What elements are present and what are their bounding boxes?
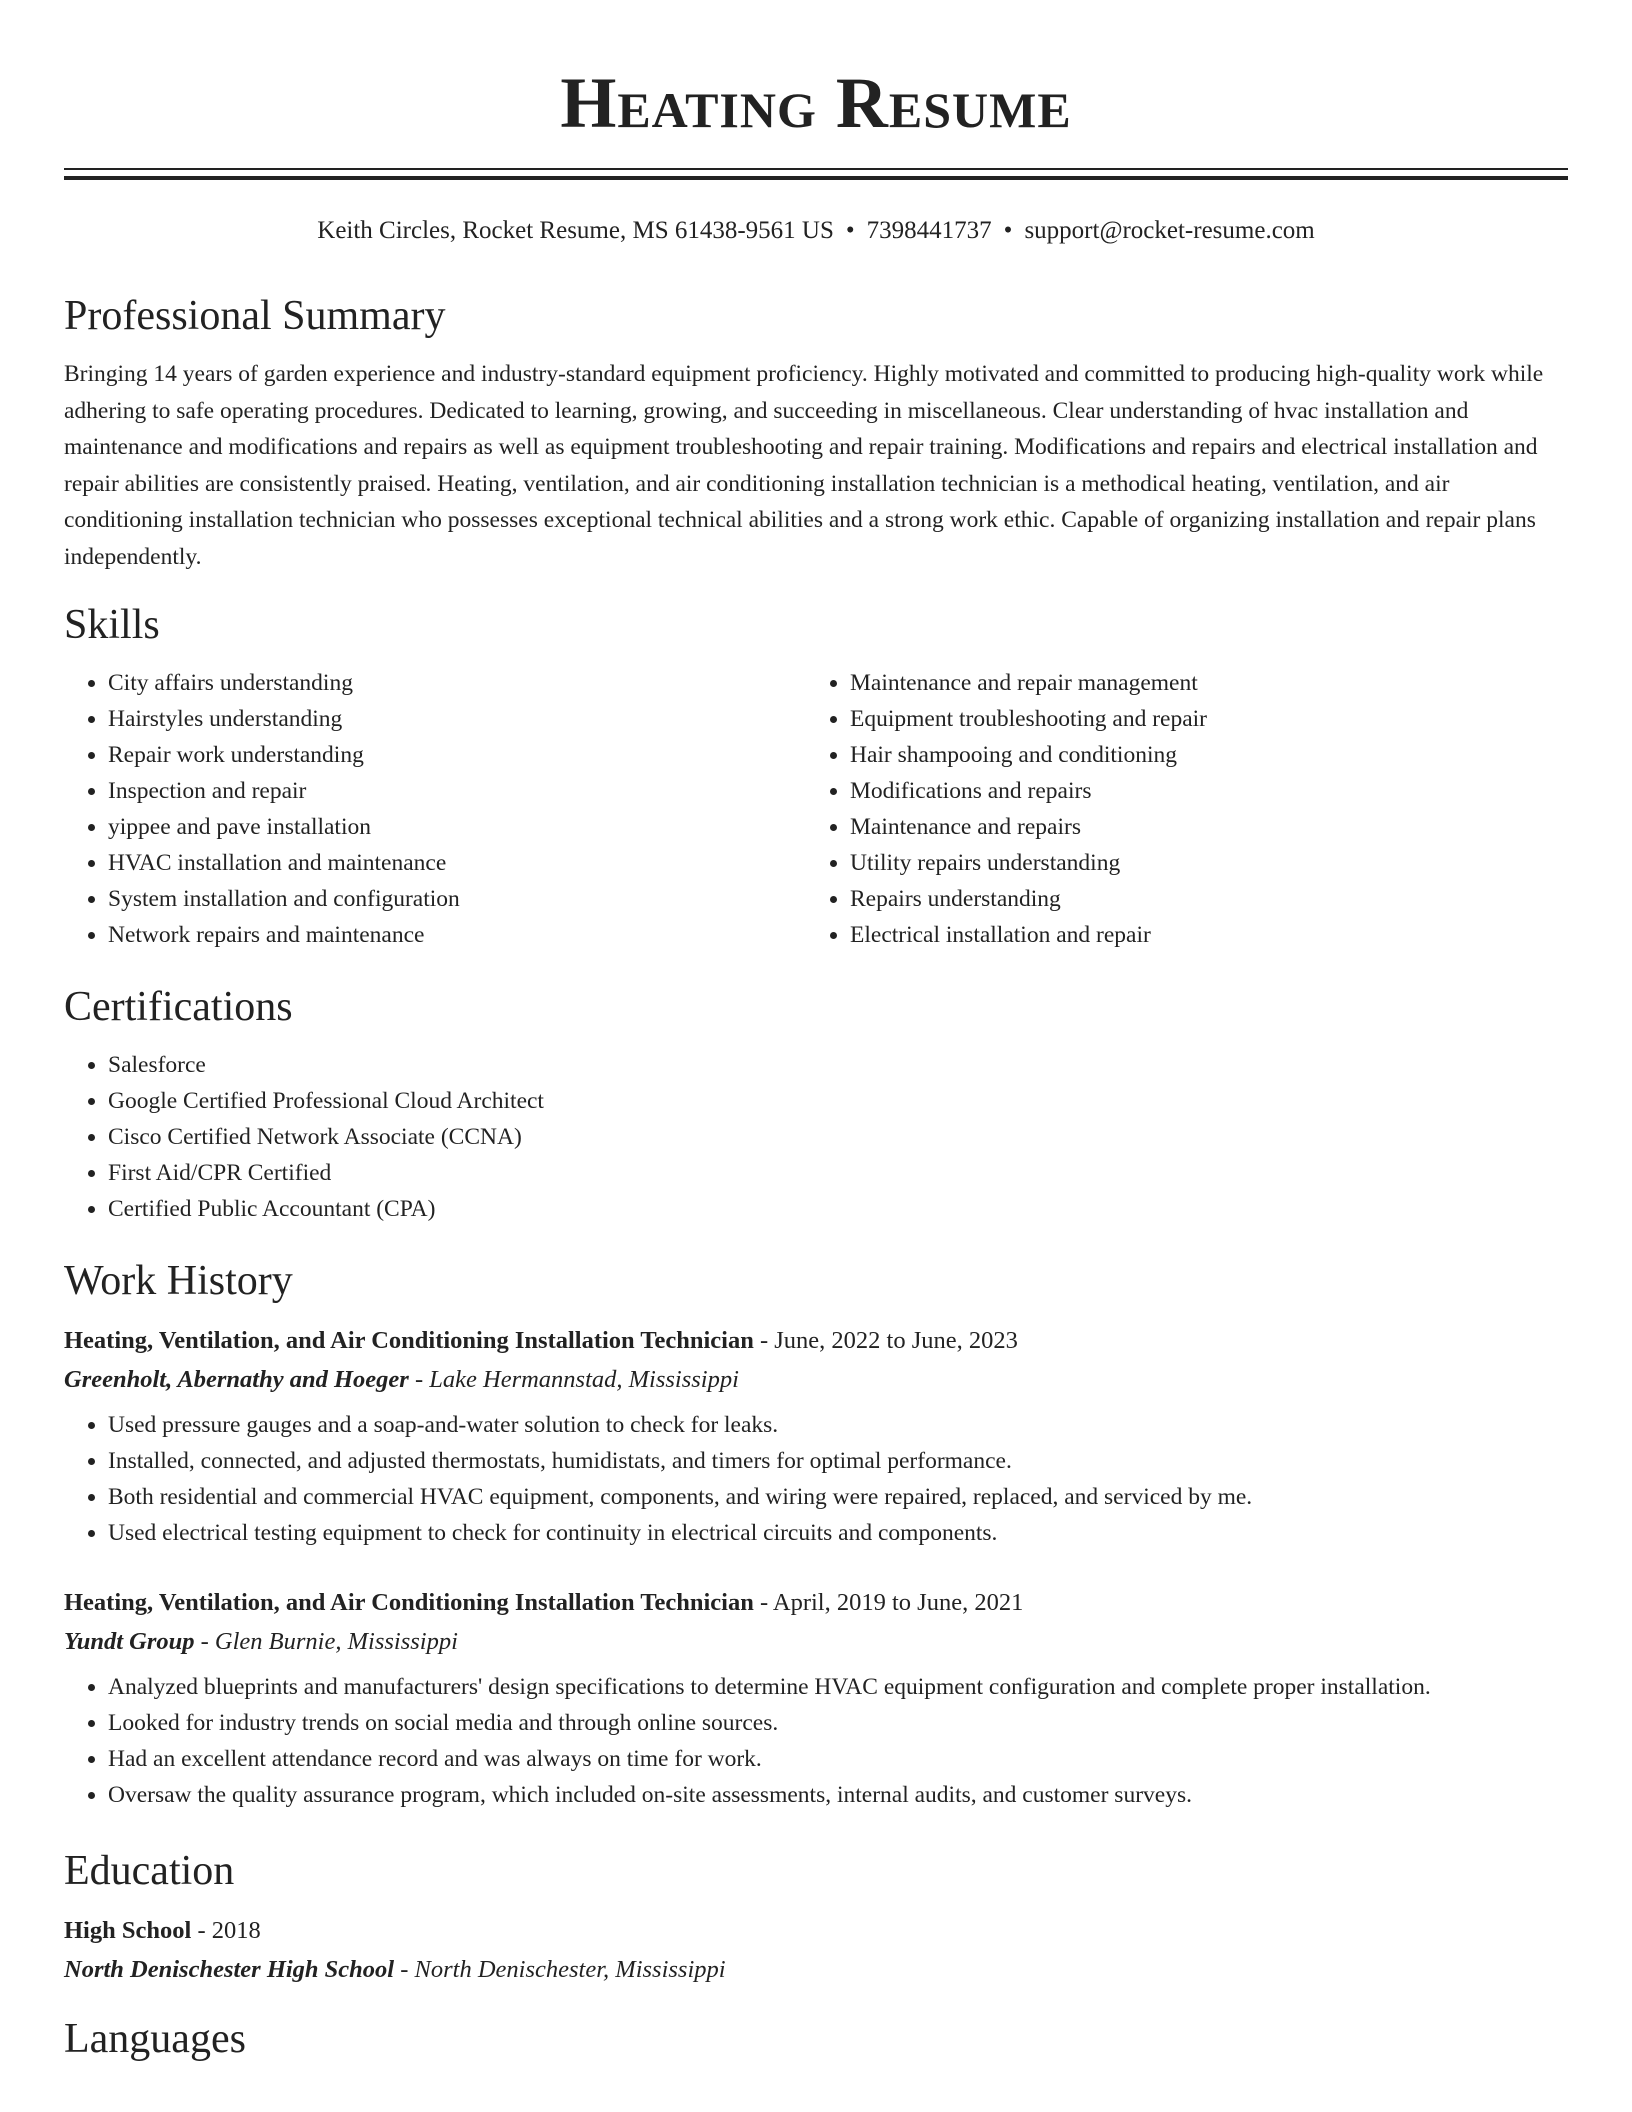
certification-item: • Google Certified Professional Cloud Architect [108, 1083, 1568, 1119]
skill-item: • Inspection and repair [108, 773, 806, 809]
certification-item: • Cisco Certified Network Associate (CCNA) [108, 1119, 1568, 1155]
certifications-section [64, 981, 1568, 1227]
resume-content [64, 290, 1568, 2079]
languages-section [64, 2013, 1568, 2065]
contact-address: Keith Circles, Rocket Resume, MS 61438-9561 US [317, 217, 834, 244]
skill-item: • Equipment troubleshooting and repair [850, 701, 1548, 737]
job-location: - Lake Hermannstad, Mississippi [408, 1366, 739, 1393]
section-heading-work-history: Work History [64, 1258, 293, 1304]
job-dates: - April, 2019 to June, 2021 [753, 1589, 1024, 1616]
job-bullet: • Looked for industry trends on social media and through online sources. [108, 1705, 1568, 1741]
skill-item: • Electrical installation and repair [850, 917, 1548, 953]
education-year: - 2018 [191, 1917, 261, 1944]
job-title-line [64, 1583, 1568, 1622]
job-title-line [64, 1321, 1568, 1360]
skill-item: • Hair shampooing and conditioning [850, 737, 1548, 773]
job-dates: - June, 2022 to June, 2023 [753, 1327, 1018, 1354]
section-heading-skills: Skills [64, 602, 160, 648]
education-section [64, 1845, 1568, 1989]
job-entry [64, 1583, 1568, 1813]
certifications-list [64, 1047, 1568, 1227]
skills-columns [64, 665, 1568, 953]
skill-item: • Utility repairs understanding [850, 845, 1548, 881]
skill-item: • System installation and configuration [108, 881, 806, 917]
contact-phone: 7398441737 [866, 217, 992, 244]
contact-separator: • [1003, 217, 1013, 244]
section-heading-summary: Professional Summary [64, 293, 446, 339]
skill-item: • Maintenance and repair management [850, 665, 1548, 701]
education-entry [64, 1911, 1568, 1989]
title-divider-bottom [64, 176, 1568, 180]
job-company-line [64, 1360, 1568, 1399]
skills-column-left [64, 665, 806, 953]
job-bullet: • Analyzed blueprints and manufacturers' design specifications to determine HVAC equipment configuration and complete proper installation. [108, 1669, 1568, 1705]
job-bullet: • Both residential and commercial HVAC equipment, components, and wiring were repaired, replaced, and serviced by me. [108, 1479, 1568, 1515]
job-bullet: • Used electrical testing equipment to check for continuity in electrical circuits and components. [108, 1515, 1568, 1551]
job-entry [64, 1321, 1568, 1551]
job-bullet: • Installed, connected, and adjusted thermostats, humidistats, and timers for optimal performance. [108, 1443, 1568, 1479]
job-company-line [64, 1622, 1568, 1661]
title-divider-top [64, 168, 1568, 170]
certification-item: • Certified Public Accountant (CPA) [108, 1191, 1568, 1227]
job-company: Greenholt, Abernathy and Hoeger [64, 1366, 409, 1393]
section-heading-certifications: Certifications [64, 984, 293, 1030]
education-location: - North Denischester, Mississippi [394, 1956, 726, 1983]
education-school-line [64, 1950, 1568, 1989]
section-heading-education: Education [64, 1848, 235, 1894]
job-bullet: • Used pressure gauges and a soap-and-water solution to check for leaks. [108, 1407, 1568, 1443]
contact-line [64, 214, 1568, 248]
skill-item: • City affairs understanding [108, 665, 806, 701]
skills-section [64, 599, 1568, 953]
education-degree: High School [64, 1917, 192, 1944]
job-bullet: • Had an excellent attendance record and was always on time for work. [108, 1741, 1568, 1777]
skill-item: • yippee and pave installation [108, 809, 806, 845]
job-bullets [64, 1407, 1568, 1551]
education-school: North Denischester High School [64, 1956, 395, 1983]
contact-email: support@rocket-resume.com [1024, 217, 1315, 244]
contact-separator: • [845, 217, 855, 244]
certification-item: • Salesforce [108, 1047, 1568, 1083]
skill-item: • Modifications and repairs [850, 773, 1548, 809]
skill-item: • Repair work understanding [108, 737, 806, 773]
job-bullet: • Oversaw the quality assurance program, which included on-site assessments, internal audits, and customer surveys. [108, 1777, 1568, 1813]
skills-column-right [806, 665, 1548, 953]
resume-title: Heating Resume [560, 63, 1072, 143]
skill-item: • Hairstyles understanding [108, 701, 806, 737]
skills-list-left [64, 665, 806, 953]
education-degree-line [64, 1911, 1568, 1950]
summary-text: Bringing 14 years of garden experience and industry-standard equipment proficiency. Highly motivated and committed to producing high-quality work while adhering to safe operating procedures. Dedicated to learning, growing, and succeeding in miscellaneous. Clear understanding of hvac installation and maintenance and modifications and repairs as well as equipment troubleshooting and repair training. Modifications and repairs and electrical installation and repair abilities are consistently praised. Heating, ventilation, and air conditioning installation technician is a methodical heating, ventilation, and air conditioning installation technician who possesses exceptional technical abilities and a strong work ethic. Capable of organizing installation and repair plans independently. [64, 361, 1544, 570]
job-title: Heating, Ventilation, and Air Conditioning Installation Technician [64, 1327, 754, 1354]
skill-item: • Repairs understanding [850, 881, 1548, 917]
section-heading-languages: Languages [64, 2016, 246, 2062]
work-history-section [64, 1255, 1568, 1813]
job-company: Yundt Group [64, 1628, 195, 1655]
skill-item: • Network repairs and maintenance [108, 917, 806, 953]
skill-item: • Maintenance and repairs [850, 809, 1548, 845]
skills-list-right [806, 665, 1548, 953]
certification-item: • First Aid/CPR Certified [108, 1155, 1568, 1191]
professional-summary-section [64, 290, 1568, 575]
job-bullets [64, 1669, 1568, 1813]
skill-item: • HVAC installation and maintenance [108, 845, 806, 881]
job-location: - Glen Burnie, Mississippi [194, 1628, 458, 1655]
job-title: Heating, Ventilation, and Air Conditioning Installation Technician [64, 1589, 754, 1616]
